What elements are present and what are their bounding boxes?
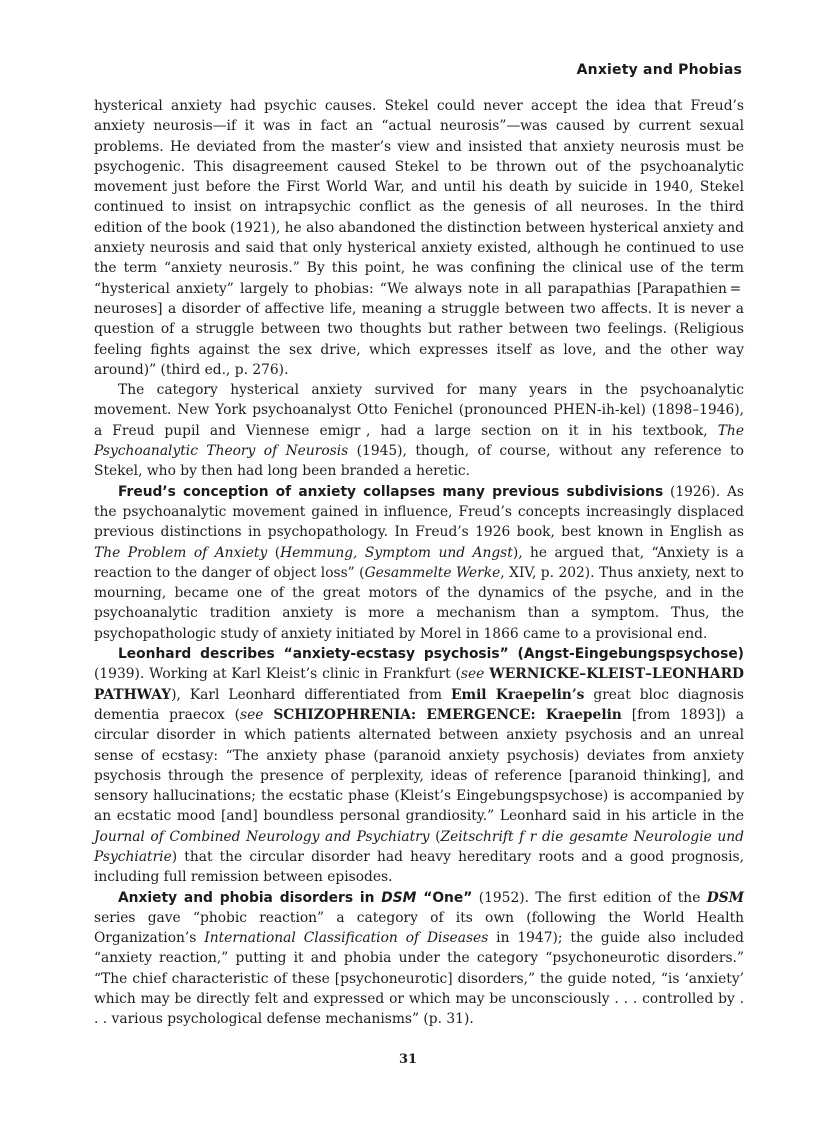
cross-reference: WERNICKE–KLEIST–LEONHARD PATHWAY <box>94 666 745 703</box>
journal-title: Zeitschrift f r die gesamte Neurologie und Psychiatrie <box>94 828 744 865</box>
book-title: The Problem of Anxiety <box>94 544 268 561</box>
text-run: (1926). As the psychoanalytic movement gained in influence, Freud’s concepts increasingly displaced previous distinctions in psychopathology. In Freud’s 1926 book, best known in English as <box>94 483 744 541</box>
paragraph-hysterical-anxiety <box>94 380 744 481</box>
running-head: Anxiety and Phobias <box>576 62 742 78</box>
text-run: ), he argued that, “Anxiety is a reaction to the danger of object loss” ( <box>94 544 745 581</box>
see-reference: see <box>460 666 485 683</box>
text-run: hysterical anxiety had psychic causes. Stekel could never accept the idea that Freud’s anxiety neurosis—if it was in fact an “actual neurosis”—was caused by current sexual problems. He deviated from the master’s view and insisted that anxiety neurosis must be psychogenic. This disagreement caused Stekel to be thrown out of the psychoanalytic movement just before the First World War, and until his death by suicide in 1940, Stekel continued to insist on intrapsychic conflict as the genesis of all neuroses. In the third edition of the book (1921), he also abandoned the distinction between hysterical anxiety and anxiety neurosis and said that only hysterical anxiety existed, although he continued to use the term “anxiety neurosis.” By this point, he was confining the clinical use of the term “hysterical anxiety” largely to phobias: “We always note in all parapathias [Parapathien = neuroses] a disorder of affective life, meaning a struggle between two affects. It is never a question of a struggle between two thoughts but rather between two feelings. (Religious feeling fights against the sex drive, which expresses itself as love, and the other way around)” (third ed., p. 276). <box>94 98 744 378</box>
book-title: International Classification of Diseases <box>204 930 489 947</box>
text-run: (1945), though, of course, without any reference to Stekel, who by then had long been branded a heretic. <box>94 443 744 480</box>
text-run: ) that the circular disorder had heavy hereditary roots and a good prognosis, including full remission between episodes. <box>94 848 744 886</box>
cross-reference: Emil Kraepelin’s <box>450 686 585 703</box>
text-run: great bloc diagnosis dementia praecox ( <box>94 686 745 723</box>
cross-reference: SCHIZOPHRENIA: EMERGENCE: Kraepelin <box>273 706 622 723</box>
text-run: series gave “phobic reaction” a category of its own (following the World Health Organization’s <box>94 909 744 947</box>
journal-title: Journal of Combined Neurology and Psychiatry <box>94 828 430 845</box>
section-heading: Freud’s conception of anxiety collapses many previous subdivisions <box>118 483 664 500</box>
section-heading-dsm: DSM <box>381 889 417 906</box>
text-run: (1939). Working at Karl Kleist’s clinic in Frankfurt ( <box>94 666 461 683</box>
paragraph-stekel-continued <box>94 96 744 380</box>
page-number: 31 <box>398 1052 418 1067</box>
text-run: ( <box>429 828 441 845</box>
see-reference: see <box>240 706 264 723</box>
section-heading: “One” <box>416 889 473 906</box>
text-run: in 1947); the guide also included “anxiety reaction,” putting it and phobia under the category “psychoneurotic disorders.” “The chief characteristic of these [psychoneurotic] disorders,” the guide noted, “is ‘anxiety’ which may be directly felt and expressed or which may be unconsciously . . . controlled by . . . various psychological defense mechanisms” (p. 31). <box>94 930 745 1028</box>
paragraph-dsm-one <box>94 888 744 1030</box>
text-run: The category hysterical anxiety survived for many years in the psychoanalytic movement. New York psychoanalyst Otto Fenichel (pronounced PHEN-ih-kel) (1898–1946), a Freud pupil and Viennese emigr , had a large section on it in his textbook, <box>94 382 744 439</box>
paragraph-leonhard <box>94 644 744 888</box>
book-title: The Psychoanalytic Theory of Neurosis <box>94 422 744 460</box>
text-run: [from 1893]) a circular disorder in which patients alternated between anxiety psychosis and an unreal sense of ecstasy: “The anxiety phase (paranoid anxiety psychosis) deviates from anxiety psychosis through the presence of perplexity, ideas of reference [paranoid thinking], and sensory hallucinations; the ecstatic phase (Kleist’s Eingebungspsychose) is accompanied by an ecstatic mood [and] boundless personal grandiosity.” Leonhard said in his article in the <box>94 706 744 825</box>
paragraph-freud-conception <box>94 482 744 644</box>
section-heading: Anxiety and phobia disorders in <box>118 889 382 906</box>
section-heading: Leonhard describes “anxiety-ecstasy psychosis” (Angst-Eingebungspsychose) <box>118 646 744 663</box>
text-run <box>263 707 273 723</box>
text-run: (1952). The first edition of the <box>472 889 707 906</box>
body-text <box>94 96 744 1030</box>
text-run: , XIV, p. 202). Thus anxiety, next to mourning, became one of the great motors of the dynamics of the psyche, and in the psychoanalytic tradition anxiety is more a mechanism than a symptom. Thus, the psychopathologic study of anxiety initiated by Morel in 1866 came to a provisional end. <box>94 564 744 642</box>
dsm-title: DSM <box>706 889 744 906</box>
book-title: Hemmung, Symptom und Angst <box>280 544 513 561</box>
text-run: ( <box>267 544 281 561</box>
book-title: Gesammelte Werke <box>364 564 501 581</box>
text-run: ), Karl Leonhard differentiated from <box>171 686 451 703</box>
